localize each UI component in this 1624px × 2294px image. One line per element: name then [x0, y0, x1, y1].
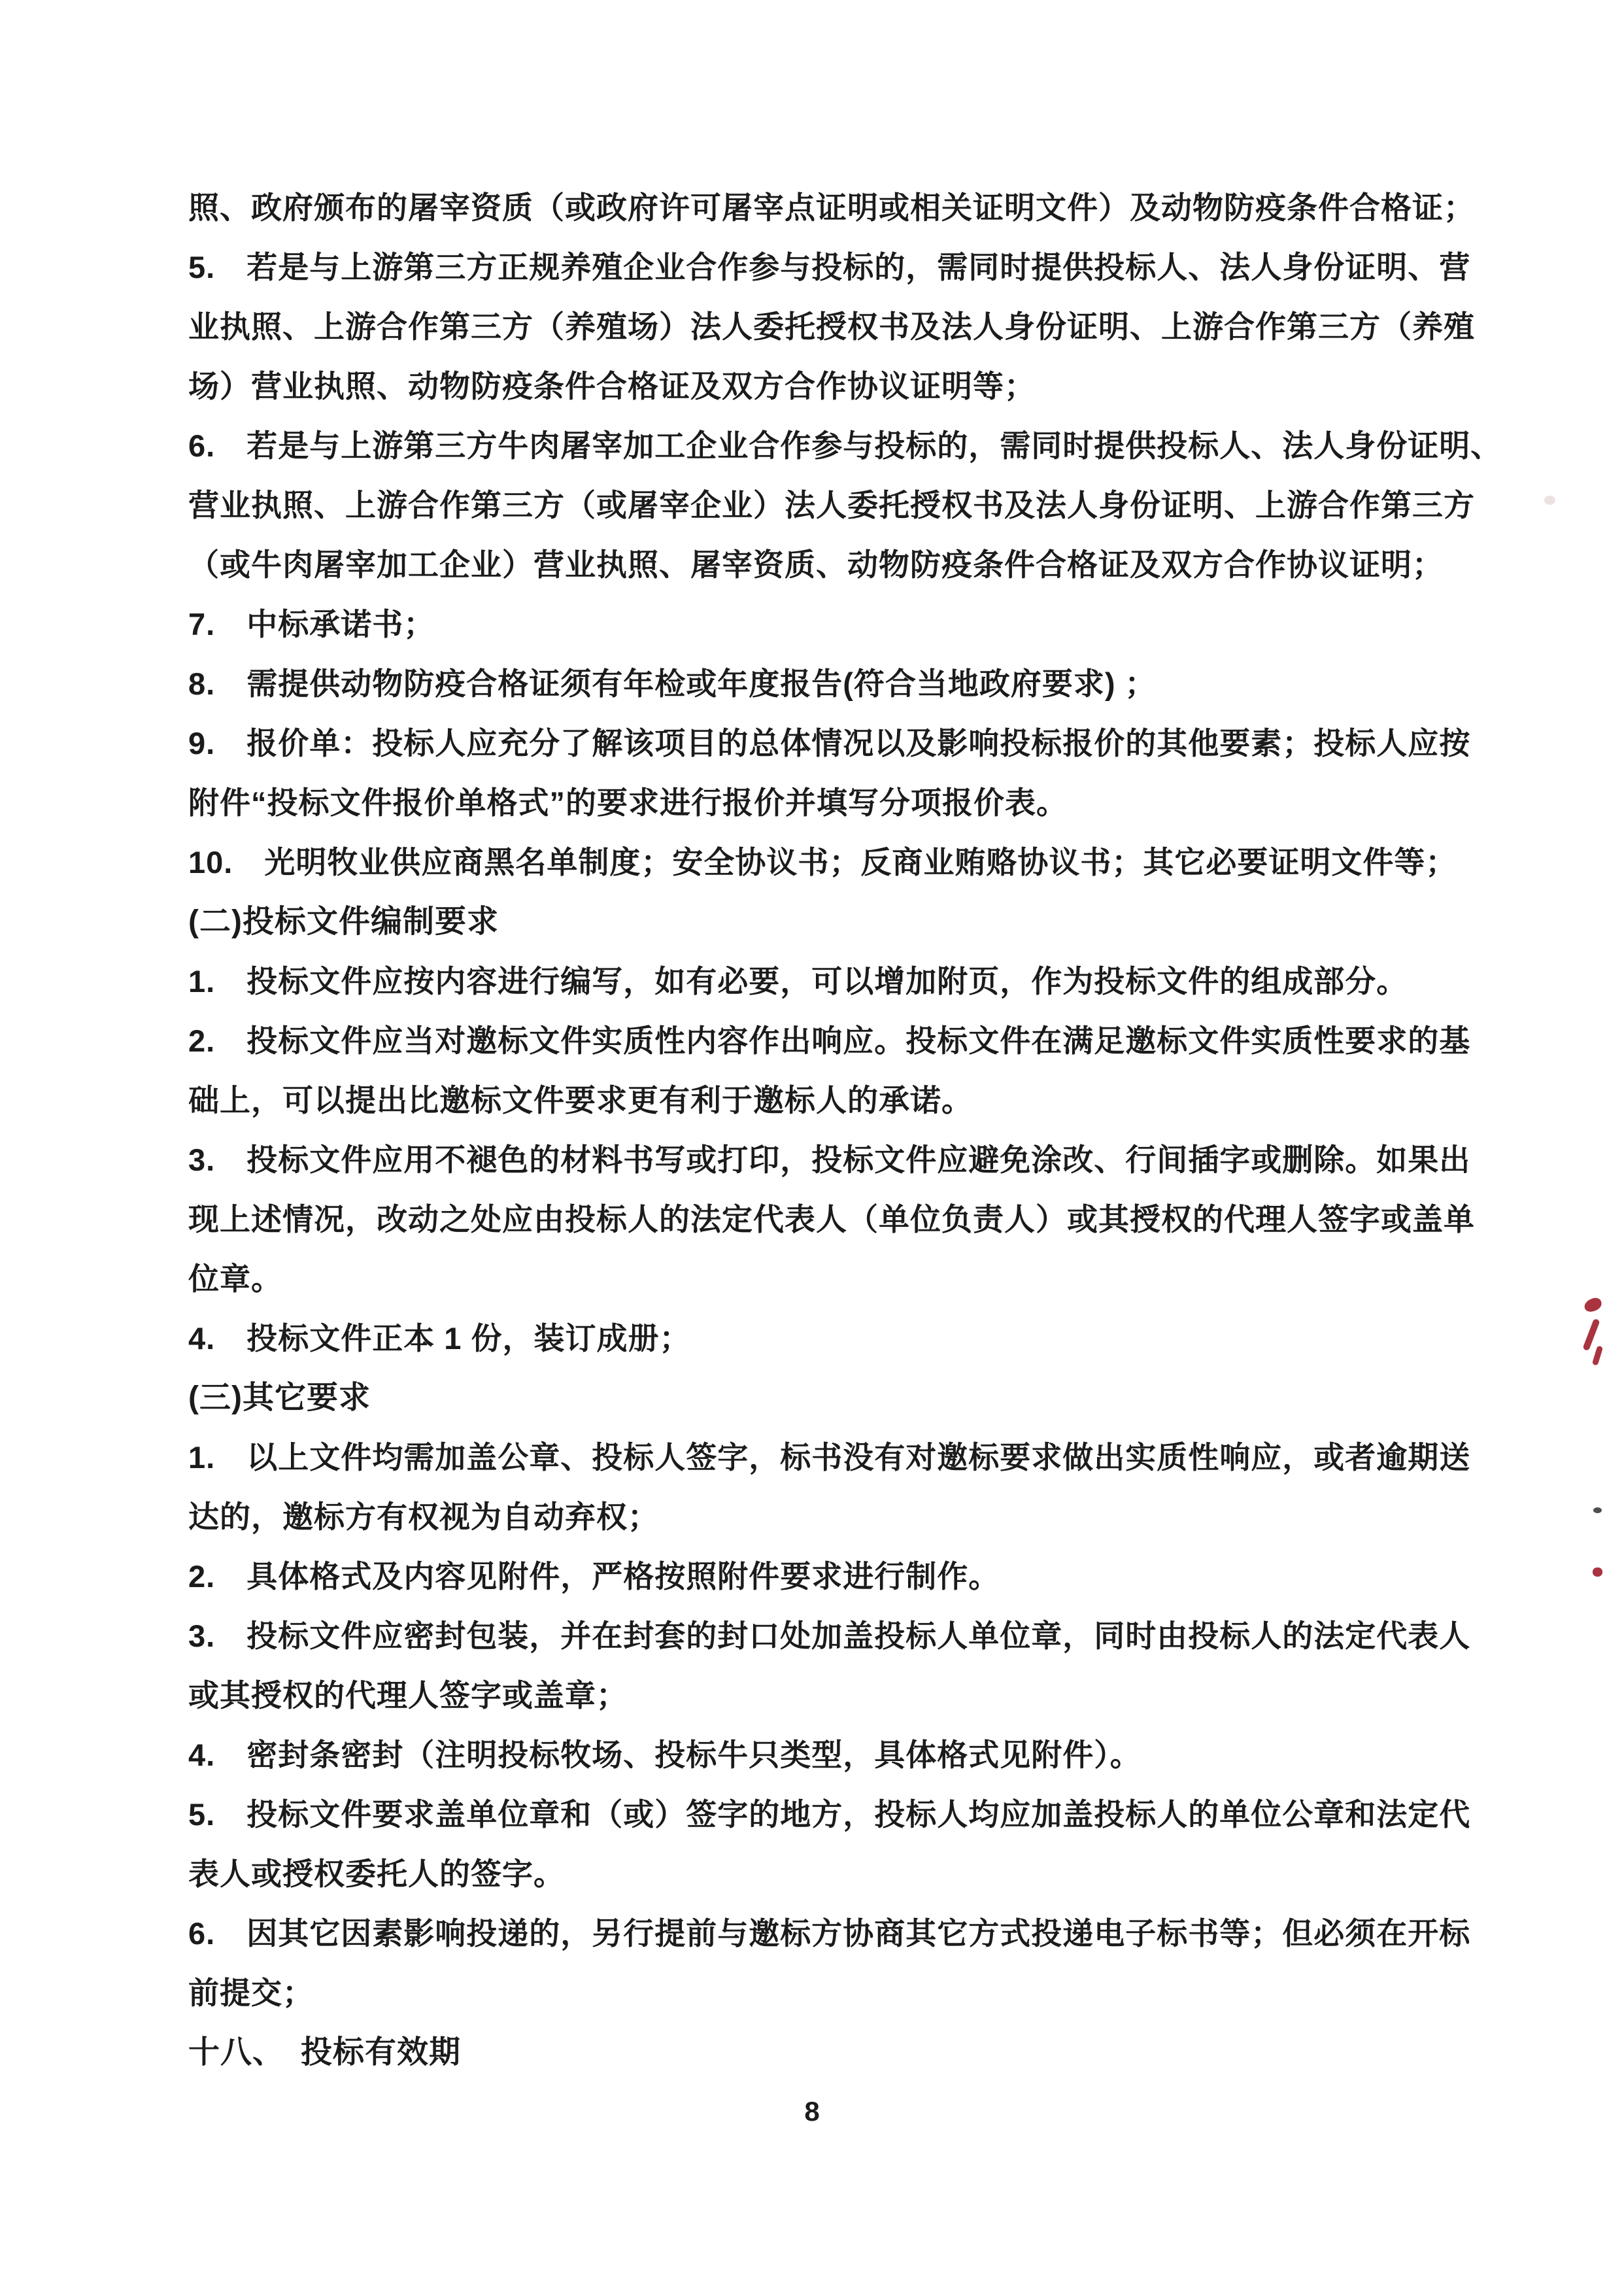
red-ink-dot	[1593, 1567, 1602, 1577]
text-line: 4. 投标文件正本 1 份，装订成册；	[188, 1321, 691, 1356]
text-line: 业执照、上游合作第三方（养殖场）法人委托授权书及法人身份证明、上游合作第三方（养殖	[188, 309, 1475, 344]
text-line: 附件“投标文件报价单格式”的要求进行报价并填写分项报价表。	[188, 785, 1068, 820]
pen-dot-gray	[1593, 1507, 1602, 1513]
text-line: 或其授权的代理人签字或盖章；	[188, 1678, 628, 1713]
text-line: 9. 报价单：投标人应充分了解该项目的总体情况以及影响投标报价的其他要素；投标人应按	[188, 726, 1471, 761]
text-line: 4. 密封条密封（注明投标牧场、投标牛只类型，具体格式见附件）。	[188, 1738, 1142, 1772]
text-line: 3. 投标文件应用不褪色的材料书写或打印，投标文件应避免涂改、行间插字或删除。如果出	[188, 1142, 1471, 1177]
text-line: 2. 投标文件应当对邀标文件实质性内容作出响应。投标文件在满足邀标文件实质性要求的基	[188, 1023, 1471, 1058]
text-block	[188, 178, 1502, 2082]
text-line: 3. 投标文件应密封包装，并在封套的封口处加盖投标人单位章，同时由投标人的法定代表人	[188, 1618, 1471, 1653]
page-number: 8	[804, 2096, 820, 2127]
text-line: （或牛肉屠宰加工企业）营业执照、屠宰资质、动物防疫条件合格证及双方合作协议证明；	[188, 547, 1444, 582]
section-heading: (二)投标文件编制要求	[188, 904, 499, 939]
red-scribble-stroke-lower	[1592, 1345, 1603, 1365]
text-line: 营业执照、上游合作第三方（或屠宰企业）法人委托授权书及法人身份证明、上游合作第三方	[188, 488, 1475, 522]
text-line: 前提交；	[188, 1976, 314, 2010]
text-line: 1. 投标文件应按内容进行编写，如有必要，可以增加附页，作为投标文件的组成部分。	[188, 964, 1408, 999]
text-line: 7. 中标承诺书；	[188, 607, 435, 642]
text-line: 照、政府颁布的屠宰资质（或政府许可屠宰点证明或相关证明文件）及动物防疫条件合格证；	[188, 190, 1475, 225]
text-line: 础上，可以提出比邀标文件要求更有利于邀标人的承诺。	[188, 1083, 973, 1118]
text-line: 位章。	[188, 1261, 282, 1296]
text-line: 1. 以上文件均需加盖公章、投标人签字，标书没有对邀标要求做出实质性响应，或者逾期送	[188, 1440, 1471, 1475]
text-line: 2. 具体格式及内容见附件，严格按照附件要求进行制作。	[188, 1559, 1000, 1594]
text-line: 10. 光明牧业供应商黑名单制度；安全协议书；反商业贿赂协议书；其它必要证明文件等；	[188, 845, 1457, 880]
text-line: 场）营业执照、动物防疫条件合格证及双方合作协议证明等；	[188, 369, 1036, 403]
text-line: 5. 投标文件要求盖单位章和（或）签字的地方，投标人均应加盖投标人的单位公章和法定代	[188, 1797, 1471, 1832]
text-line: 6. 若是与上游第三方牛肉屠宰加工企业合作参与投标的，需同时提供投标人、法人身份证明、	[188, 428, 1502, 463]
text-line: 5. 若是与上游第三方正规养殖企业合作参与投标的，需同时提供投标人、法人身份证明、营	[188, 250, 1471, 284]
red-scribble-dot	[1582, 1296, 1603, 1314]
text-line: 达的，邀标方有权视为自动弃权；	[188, 1499, 659, 1534]
section-heading: (三)其它要求	[188, 1380, 371, 1415]
section-heading: 十八、 投标有效期	[188, 2035, 462, 2070]
ink-smudge	[1544, 496, 1555, 505]
text-line: 8. 需提供动物防疫合格证须有年检或年度报告(符合当地政府要求) ；	[188, 666, 1157, 701]
text-line: 现上述情况，改动之处应由投标人的法定代表人（单位负责人）或其授权的代理人签字或盖单	[188, 1202, 1475, 1237]
text-line: 表人或授权委托人的签字。	[188, 1857, 565, 1891]
text-line: 6. 因其它因素影响投递的，另行提前与邀标方协商其它方式投递电子标书等；但必须在开标	[188, 1916, 1471, 1951]
